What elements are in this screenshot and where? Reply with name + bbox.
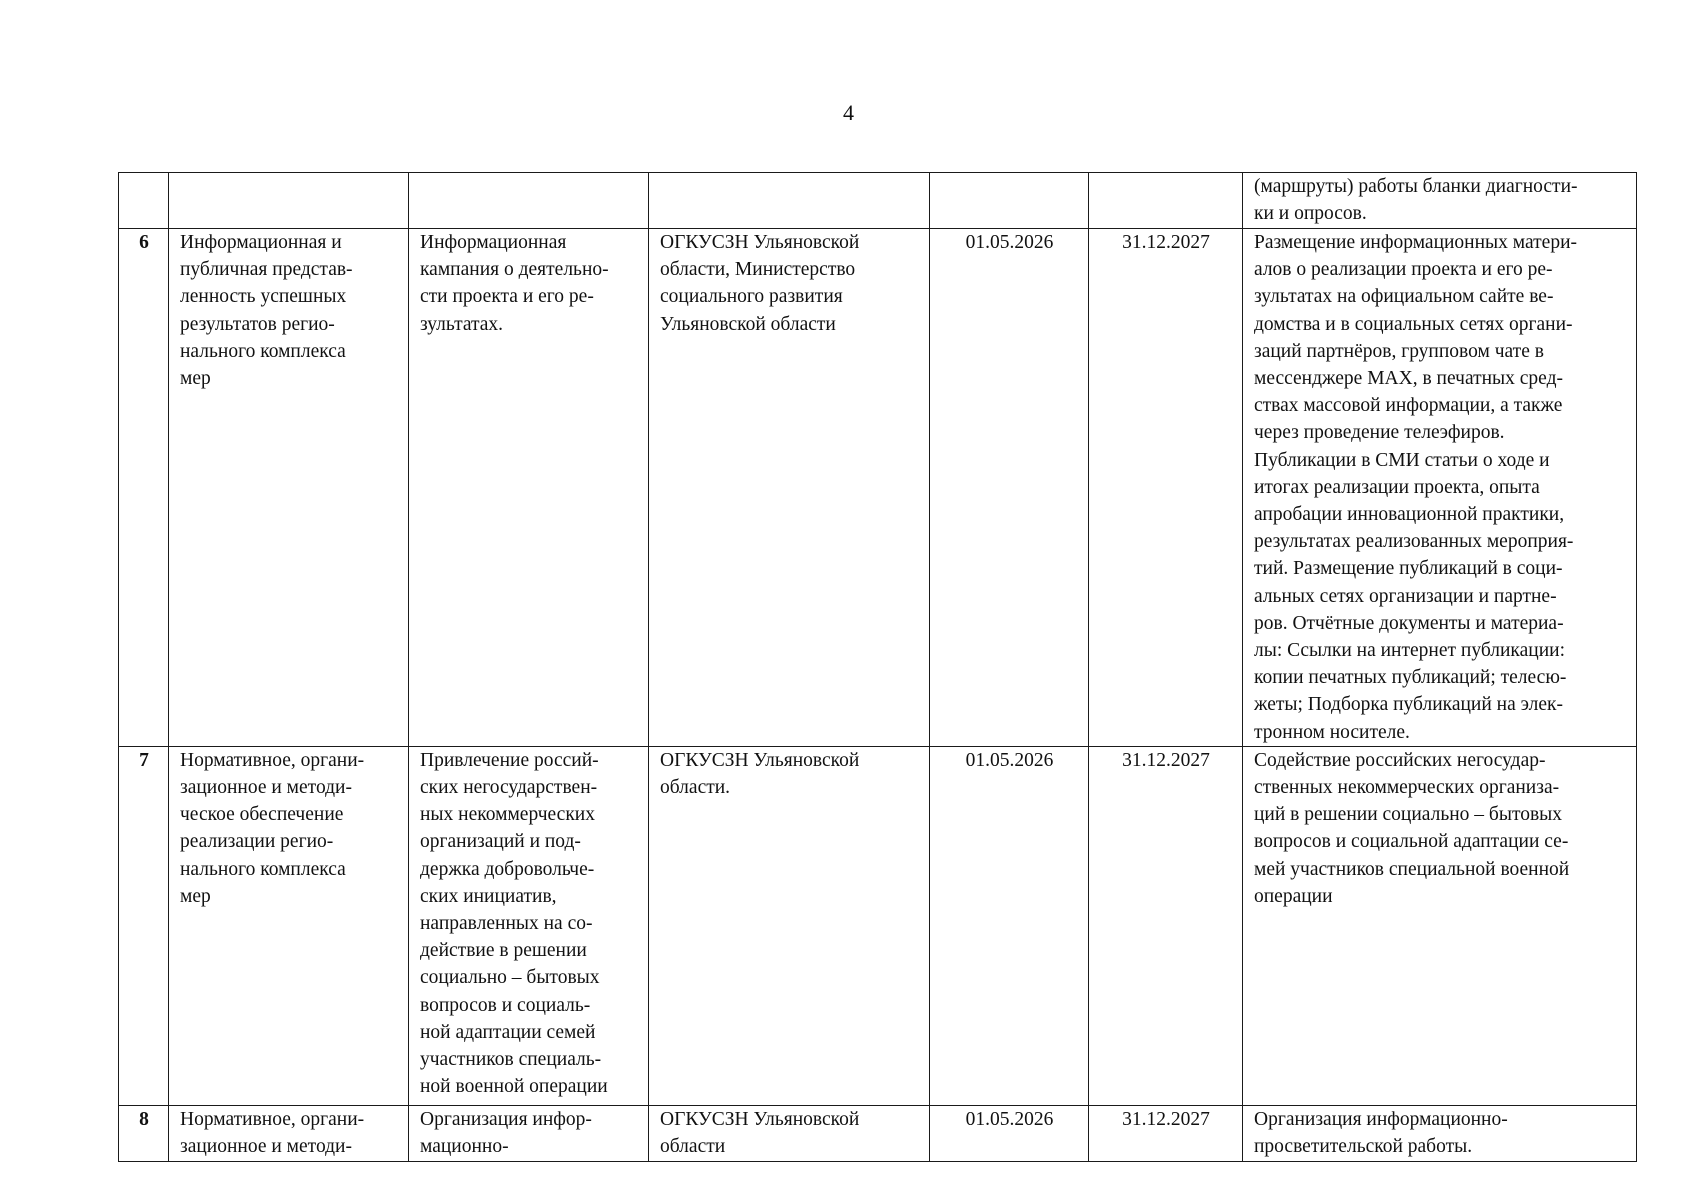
result-cell: Содействие российских негосудар- ственных некоммерческих организа- ций в решении социально – бытовых вопросов и социальной адаптации се- мей участников специальной военной операции	[1243, 746, 1637, 1105]
end-date-cell: 31.12.2027	[1089, 229, 1243, 747]
start-date-cell	[930, 173, 1089, 229]
result-cell: (маршруты) работы бланки диагности- ки и опросов.	[1243, 173, 1637, 229]
task-cell: Нормативное, органи- зационное и методи- ческое обеспечение реализации регио- нального комплекса мер	[169, 746, 409, 1105]
row-number-cell: 6	[119, 229, 169, 747]
task-cell	[169, 173, 409, 229]
responsible-cell: ОГКУСЗН Ульяновской области, Министерство социального развития Ульяновской области	[649, 229, 930, 747]
responsible-cell: ОГКУСЗН Ульяновской области.	[649, 746, 930, 1105]
end-date-cell: 31.12.2027	[1089, 1105, 1243, 1161]
end-date-cell	[1089, 173, 1243, 229]
table-row	[119, 173, 1637, 229]
row-number-cell	[119, 173, 169, 229]
task-cell: Информационная и публичная представ- ленность успешных результатов регио- нального комплекса мер	[169, 229, 409, 747]
responsible-cell: ОГКУСЗН Ульяновской области	[649, 1105, 930, 1161]
result-cell: Размещение информационных матери- алов о реализации проекта и его ре- зультатах на официальном сайте ве- домства и в социальных сетях органи- заций партнёров, групповом чате в мессенджере MAX, в печатных сред- ствах массовой информации, а также через проведение телеэфиров. Публикации в СМИ статьи о ходе и итогах реализации проекта, опыта апробации инновационной практики, результатах реализованных мероприя- тий. Размещение публикаций в соци- альных сетях организации и партне- ров. Отчётные документы и материа- лы: Ссылки на интернет публикации: копии печатных публикаций; телесю- жеты; Подборка публикаций на элек- тронном носителе.	[1243, 229, 1637, 747]
responsible-cell	[649, 173, 930, 229]
result-cell: Организация информационно- просветительской работы.	[1243, 1105, 1637, 1161]
table-row	[119, 229, 1637, 747]
event-cell: Привлечение россий- ских негосударствен- ных некоммерческих организаций и под- держка добровольче- ских инициатив, направленных на со- действие в решении социально – бытовых вопросов и социаль- ной адаптации семей участников специаль- ной военной операции	[409, 746, 649, 1105]
row-number-cell: 8	[119, 1105, 169, 1161]
table-row	[119, 746, 1637, 1105]
start-date-cell: 01.05.2026	[930, 229, 1089, 747]
start-date-cell: 01.05.2026	[930, 746, 1089, 1105]
plan-table	[118, 172, 1637, 1162]
start-date-cell: 01.05.2026	[930, 1105, 1089, 1161]
event-cell: Информационная кампания о деятельно- сти проекта и его ре- зультатах.	[409, 229, 649, 747]
event-cell: Организация инфор- мационно-	[409, 1105, 649, 1161]
event-cell	[409, 173, 649, 229]
row-number-cell: 7	[119, 746, 169, 1105]
table-row	[119, 1105, 1637, 1161]
end-date-cell: 31.12.2027	[1089, 746, 1243, 1105]
task-cell: Нормативное, органи- зационное и методи-	[169, 1105, 409, 1161]
page-number: 4	[843, 100, 854, 125]
